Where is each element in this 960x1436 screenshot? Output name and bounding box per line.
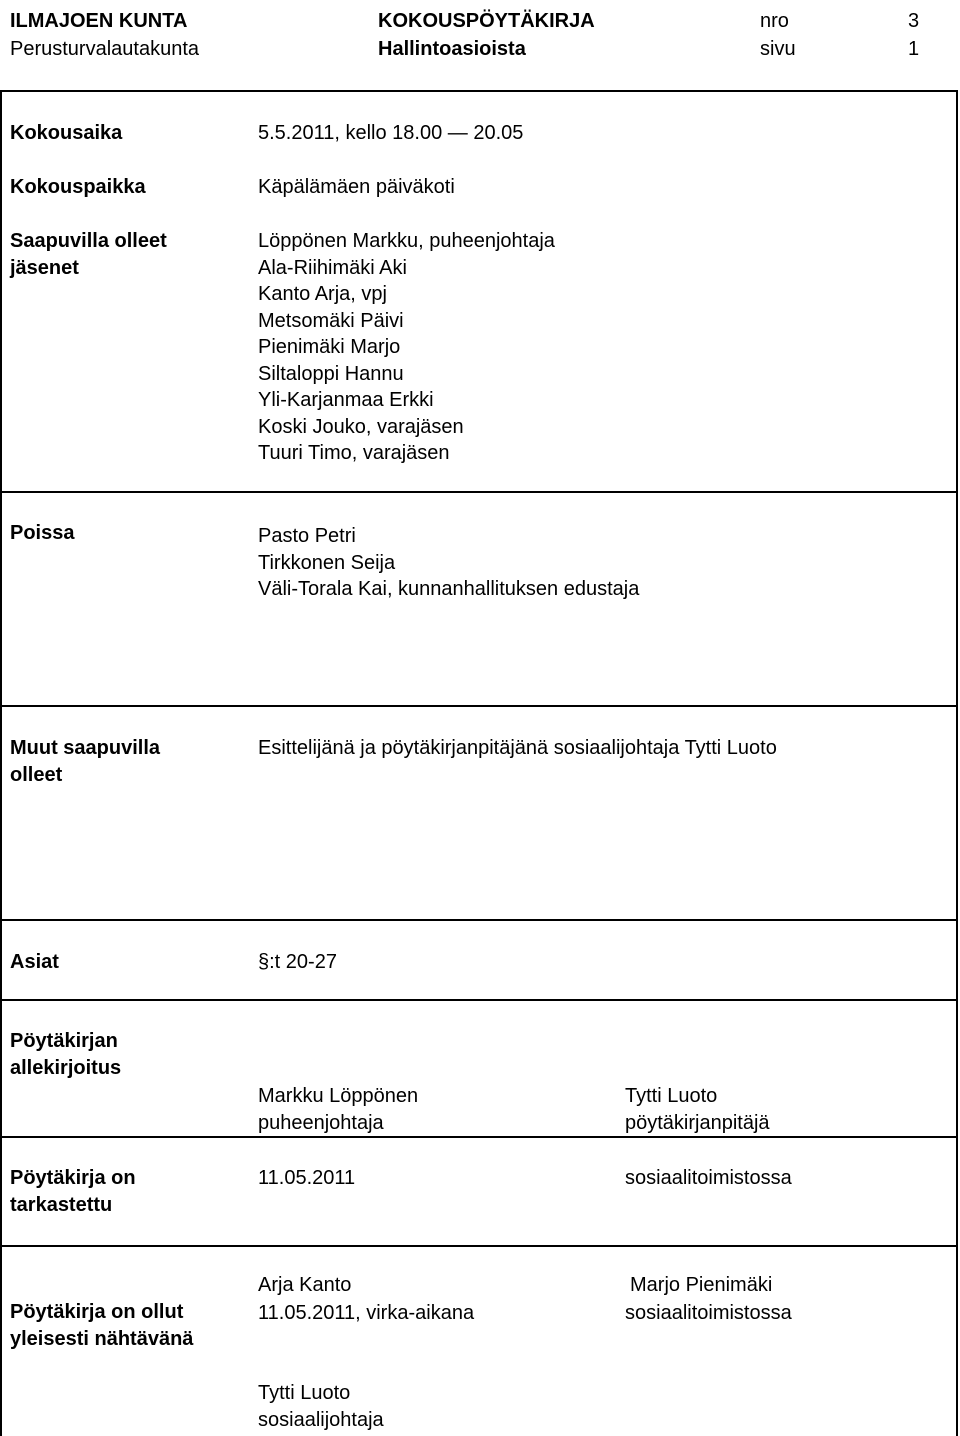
document-type: KOKOUSPÖYTÄKIRJA [378, 10, 595, 32]
page-label: sivu [760, 38, 796, 60]
list-item: Pienimäki Marjo [258, 336, 401, 358]
others-label-line2: olleet [10, 763, 63, 786]
list-item: Tuuri Timo, varajäsen [258, 442, 450, 464]
review-label [10, 1165, 136, 1218]
display-label-line1: Pöytäkirja on ollut [10, 1301, 184, 1323]
meeting-time-value: 5.5.2011, kello 18.00 — 20.05 [258, 122, 524, 144]
row-divider [0, 1136, 958, 1138]
display-certifier [258, 1380, 384, 1433]
signer-name: Tytti Luoto [625, 1085, 718, 1107]
display-place: sosiaalitoimistossa [625, 1302, 792, 1324]
absent-label: Poissa [10, 522, 75, 544]
list-item: Kanto Arja, vpj [258, 283, 387, 305]
review-date: 11.05.2011 [258, 1167, 356, 1189]
certifier-role: sosiaalijohtaja [258, 1408, 384, 1431]
present-label-line1: Saapuvilla olleet [10, 230, 167, 252]
items-value: §:t 20-27 [258, 951, 337, 973]
others-present-value: Esittelijänä ja pöytäkirjanpitäjänä sosiaalijohtaja Tytti Luoto [258, 737, 777, 759]
review-label-line1: Pöytäkirja on [10, 1167, 136, 1189]
others-present-label [10, 735, 160, 788]
row-divider [0, 491, 958, 493]
row-divider [0, 919, 958, 921]
list-item: Ala-Riihimäki Aki [258, 256, 407, 279]
display-date: 11.05.2011, virka-aikana [258, 1302, 475, 1324]
right-border [956, 90, 958, 1436]
items-label: Asiat [10, 951, 59, 973]
document-category: Hallintoasioista [378, 38, 526, 60]
list-item: Tirkkonen Seija [258, 551, 396, 574]
row-divider [0, 705, 958, 707]
row-divider [0, 999, 958, 1001]
meeting-place-value: Käpälämäen päiväkoti [258, 176, 455, 198]
list-item: Siltaloppi Hannu [258, 362, 404, 385]
display-label-line2: yleisesti nähtävänä [10, 1327, 194, 1350]
review-label-line2: tarkastettu [10, 1193, 113, 1216]
list-item: Pasto Petri [258, 525, 356, 547]
signature-label-line1: Pöytäkirjan [10, 1030, 118, 1052]
signer-role: puheenjohtaja [258, 1111, 384, 1134]
list-item: Löppönen Markku, puheenjohtaja [258, 230, 555, 252]
absent-members-list [258, 523, 639, 603]
signer-chair [258, 1083, 418, 1136]
signer-name: Markku Löppönen [258, 1085, 419, 1107]
row-divider [0, 90, 958, 92]
list-item: Väli-Torala Kai, kunnanhallituksen edustaja [258, 578, 640, 600]
display-label [10, 1299, 193, 1352]
signature-label [10, 1028, 121, 1081]
nro-label: nro [760, 10, 789, 32]
board-name: Perusturvalautakunta [10, 38, 200, 60]
nro-value: 3 [908, 10, 920, 32]
certifier-name: Tytti Luoto [258, 1382, 351, 1404]
list-item: Yli-Karjanmaa Erkki [258, 389, 434, 411]
review-place: sosiaalitoimistossa [625, 1167, 792, 1189]
row-divider [0, 1245, 958, 1247]
meeting-place-label: Kokouspaikka [10, 176, 146, 198]
checker-name: Arja Kanto [258, 1274, 352, 1296]
list-item: Koski Jouko, varajäsen [258, 415, 464, 438]
municipality-name: ILMAJOEN KUNTA [10, 10, 188, 32]
signature-label-line2: allekirjoitus [10, 1056, 122, 1079]
present-members-list [258, 228, 555, 467]
list-item: Metsomäki Päivi [258, 309, 404, 332]
left-border [0, 90, 2, 1436]
signer-secretary [625, 1083, 770, 1136]
signer-role: pöytäkirjanpitäjä [625, 1111, 770, 1134]
meeting-time-label: Kokousaika [10, 122, 123, 144]
others-label-line1: Muut saapuvilla [10, 737, 161, 759]
present-members-label [10, 228, 167, 281]
present-label-line2: jäsenet [10, 256, 79, 279]
checker-name: Marjo Pienimäki [630, 1274, 773, 1296]
page-value: 1 [908, 38, 920, 60]
